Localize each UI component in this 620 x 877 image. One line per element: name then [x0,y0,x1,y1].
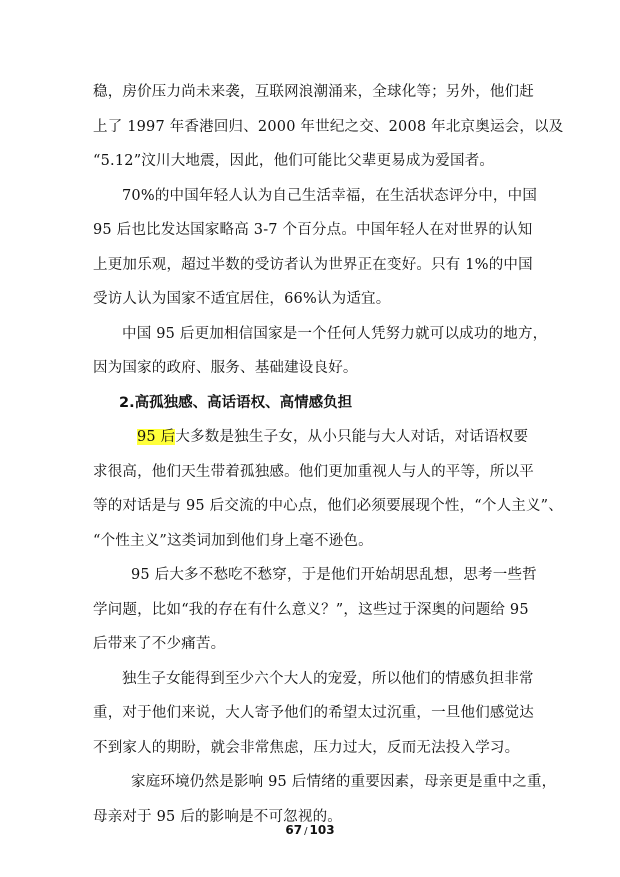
section-heading: 2.高孤独感、高话语权、高情感负担 [119,395,353,411]
paragraph-line: 等的对话是与 95 后交流的中心点，他们必须要展现个性，“个人主义”、 [93,498,563,514]
paragraph-line: 家庭环境仍然是影响 95 后情绪的重要因素，母亲更是重中之重， [131,774,557,790]
paragraph-line: 后带来了不少痛苦。 [93,636,226,652]
paragraph-line: 学问题，比如“我的存在有什么意义？”，这些过于深奥的问题给 95 [93,602,529,618]
paragraph-line: 70%的中国年轻人认为自己生活幸福，在生活状态评分中，中国 [122,188,538,204]
paragraph-line: 母亲对于 95 后的影响是不可忽视的。 [93,809,342,825]
paragraph-line: 95 后也比发达国家略高 3-7 个百分点。中国年轻人在对世界的认知 [93,222,533,238]
paragraph-line: 不到家人的期盼，就会非常焦虑，压力过大，反而无法投入学习。 [93,740,520,756]
paragraph-line: 95 后大多不愁吃不愁穿，于是他们开始胡思乱想，思考一些哲 [131,567,537,583]
paragraph-line: “个性主义”这类词加到他们身上毫不逊色。 [93,533,373,549]
page-number [0,822,620,840]
paragraph-line: 中国 95 后更加相信国家是一个任何人凭努力就可以成功的地方， [122,326,548,342]
paragraph-line: 独生子女能得到至少六个大人的宠爱，所以他们的情感负担非常 [122,671,534,687]
paragraph-line: 稳，房价压力尚未来袭，互联网浪潮涌来，全球化等；另外，他们赶 [93,84,534,100]
paragraph-line: 上更加乐观，超过半数的受访者认为世界正在变好。只有 1%的中国 [93,257,533,273]
paragraph-line: 重，对于他们来说，大人寄予他们的希望太过沉重，一旦他们感觉达 [93,705,534,721]
highlighted-text: 95 后 [137,429,176,445]
current-page: 67 [285,823,303,837]
paragraph-line: “5.12”汶川大地震，因此，他们可能比父辈更易成为爱国者。 [93,153,495,169]
page-separator: / [304,826,308,837]
total-pages: 103 [309,823,335,837]
paragraph-line: 因为国家的政府、服务、基础建设良好。 [93,360,358,376]
paragraph-line: 求很高，他们天生带着孤独感。他们更加重视人与人的平等，所以平 [93,464,534,480]
paragraph-line [137,427,577,447]
paragraph-line: 受访人认为国家不适宜居住，66%认为适宜。 [93,291,391,307]
paragraph-text: 大多数是独生子女，从小只能与大人对话，对话语权要 [175,429,529,445]
paragraph-line: 上了 1997 年香港回归、2000 年世纪之交、2008 年北京奥运会，以及 [93,119,564,135]
